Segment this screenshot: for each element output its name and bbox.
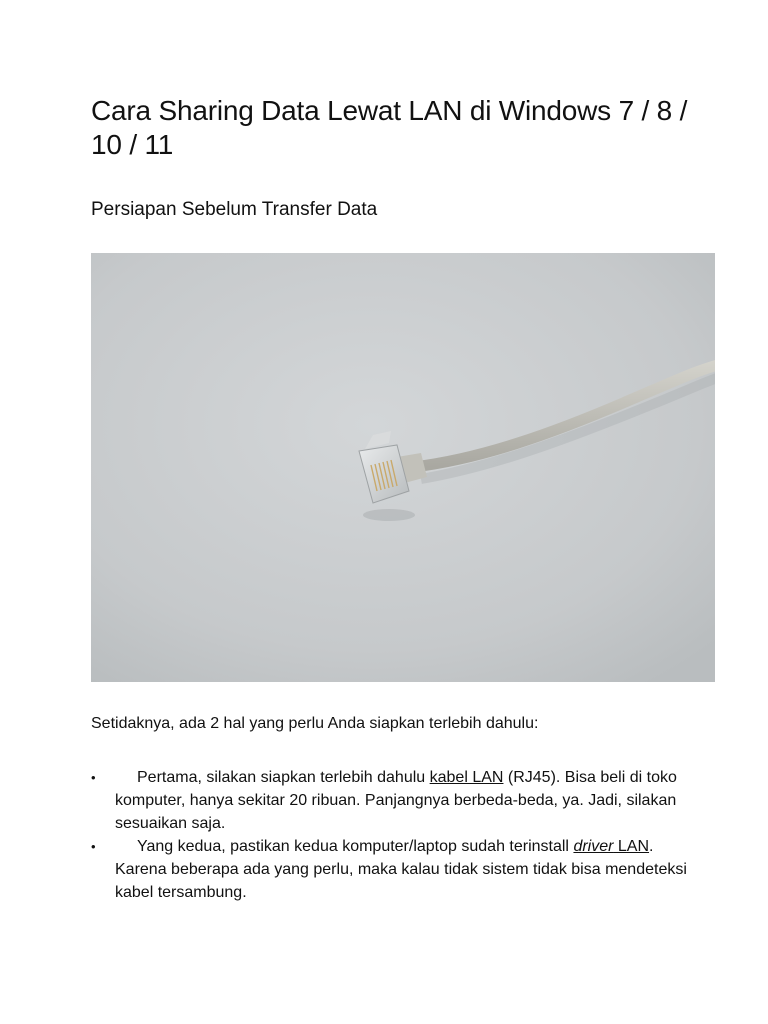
lan-link[interactable]: LAN (613, 838, 650, 855)
lan-cable-illustration (91, 253, 715, 682)
item-text-before: Yang kedua, pastikan kedua komputer/laptop sudah terinstall (137, 838, 574, 855)
item-text-before: Pertama, silakan siapkan terlebih dahulu (137, 769, 430, 786)
item-text-after: . Karena beberapa ada yang perlu, maka kalau tidak sistem tidak bisa mendeteksi kabel tersambung. (115, 838, 687, 901)
preparation-list (91, 766, 691, 904)
list-item (91, 835, 691, 904)
item-text-after: (RJ45). Bisa beli di toko komputer, hanya sekitar 20 ribuan. Panjangnya berbeda-beda, ya. Jadi, silakan sesuaikan saja. (115, 769, 677, 832)
bullet-icon: • (91, 770, 96, 785)
driver-link[interactable]: driver (573, 838, 614, 855)
bullet-icon: • (91, 839, 96, 854)
section-heading: Persiapan Sebelum Transfer Data (91, 199, 378, 220)
kabel-lan-link[interactable]: kabel LAN (429, 769, 504, 786)
list-item (91, 766, 691, 835)
article-title: Cara Sharing Data Lewat LAN di Windows 7 / 8 / 10 / 11 (91, 95, 688, 160)
plug-shadow (363, 509, 415, 521)
lan-cable-photo (91, 253, 715, 682)
intro-paragraph: Setidaknya, ada 2 hal yang perlu Anda siapkan terlebih dahulu: (91, 715, 539, 732)
